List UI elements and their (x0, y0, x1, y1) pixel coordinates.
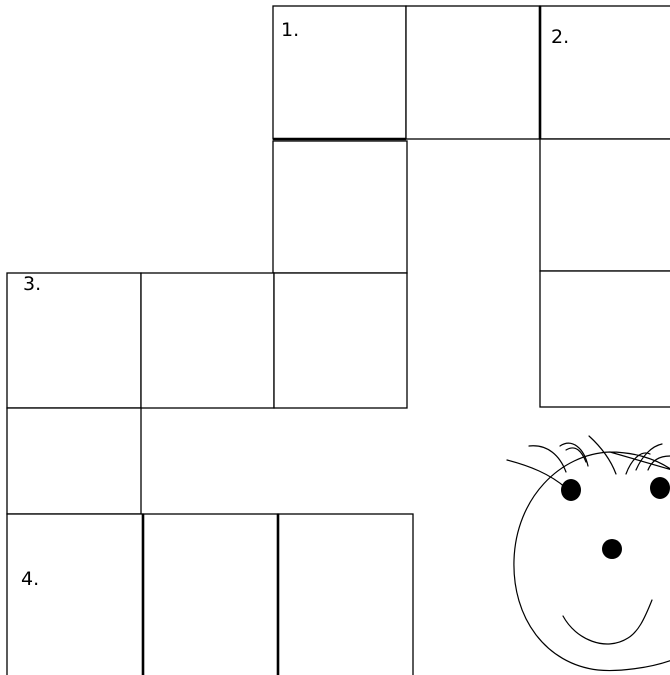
smiley-face-drawing (507, 436, 670, 671)
hair-strand (626, 453, 650, 474)
clue-number-1: 1. (281, 19, 300, 41)
hair-strand (560, 443, 588, 466)
face-right-eye (650, 477, 670, 499)
cell-4-across-2[interactable] (143, 514, 278, 675)
cell-1-down-2[interactable] (273, 141, 407, 273)
clue-number-3: 3. (23, 273, 42, 295)
hair-strand (507, 460, 566, 488)
cell-4-across-3[interactable] (278, 514, 413, 675)
face-nose (602, 539, 622, 559)
cell-3-across-3[interactable] (274, 273, 407, 408)
face-mouth (563, 600, 652, 644)
hair-strand (589, 436, 616, 474)
face-left-eye (561, 479, 581, 501)
cell-2-down-2[interactable] (540, 139, 670, 271)
hair-strand (529, 446, 566, 472)
cell-3-down-2[interactable] (7, 408, 141, 514)
smiley-face-features (561, 477, 670, 559)
crossword-grid (7, 6, 670, 675)
clue-number-2: 2. (551, 26, 570, 48)
cell-3-across-2[interactable] (141, 273, 274, 408)
face-outline (514, 452, 670, 671)
cell-4-across-1[interactable] (7, 514, 143, 675)
clue-number-4: 4. (21, 568, 40, 590)
cell-2-down-3[interactable] (540, 271, 670, 407)
cell-1-across-2[interactable] (406, 6, 540, 139)
